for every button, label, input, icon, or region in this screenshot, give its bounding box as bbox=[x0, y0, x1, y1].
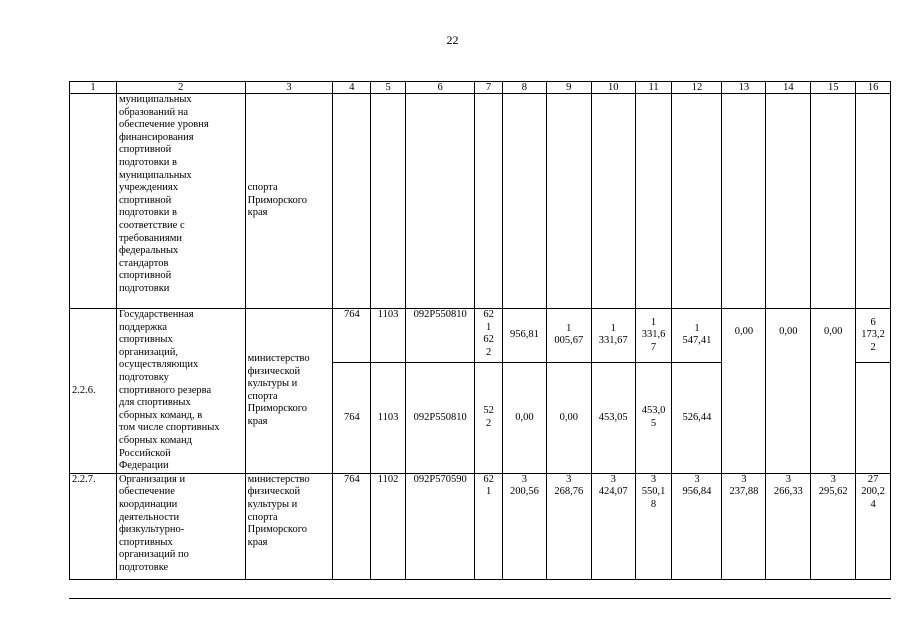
data-cell: 3 237,88 bbox=[722, 473, 766, 579]
data-cell bbox=[635, 94, 672, 309]
data-cell: 453,05 bbox=[591, 362, 635, 473]
data-cell: 3 268,76 bbox=[546, 473, 591, 579]
table-row bbox=[70, 309, 891, 363]
bottom-rule bbox=[69, 598, 891, 599]
data-cell: 1102 bbox=[371, 473, 406, 579]
data-cell: 764 bbox=[333, 309, 371, 363]
data-cell: 1 331,67 bbox=[591, 309, 635, 363]
header-cell: 15 bbox=[811, 82, 856, 94]
header-row bbox=[70, 82, 891, 94]
data-cell bbox=[475, 94, 503, 309]
page-number: 22 bbox=[446, 33, 459, 47]
data-cell bbox=[766, 94, 811, 309]
data-cell: 6 173,2 2 bbox=[856, 309, 891, 363]
executor-cell: спорта Приморского края bbox=[245, 94, 333, 309]
data-cell: 3 266,33 bbox=[766, 473, 811, 579]
data-cell bbox=[502, 94, 546, 309]
row-number-cell bbox=[70, 94, 117, 309]
data-cell bbox=[811, 94, 856, 309]
data-cell: 1 547,41 bbox=[672, 309, 722, 363]
header-cell: 3 bbox=[245, 82, 333, 94]
data-cell: 3 550,1 8 bbox=[635, 473, 672, 579]
data-value: 0,00 bbox=[779, 326, 798, 337]
data-cell: 0,00 bbox=[546, 362, 591, 473]
data-cell: 1103 bbox=[371, 309, 406, 363]
data-cell bbox=[672, 94, 722, 309]
data-cell: 3 956,84 bbox=[672, 473, 722, 579]
data-cell: 092P550810 bbox=[405, 362, 474, 473]
data-cell: 62 1 bbox=[475, 473, 503, 579]
row-number-cell: 2.2.6. bbox=[70, 309, 117, 474]
data-cell bbox=[371, 94, 406, 309]
data-cell bbox=[722, 309, 766, 474]
row-number-cell: 2.2.7. bbox=[70, 473, 117, 579]
data-cell: 27 200,2 4 bbox=[856, 473, 891, 579]
data-cell: 092P550810 bbox=[405, 309, 474, 363]
data-cell: 764 bbox=[333, 362, 371, 473]
data-value: 0,00 bbox=[734, 326, 754, 337]
header-cell: 8 bbox=[502, 82, 546, 94]
header-cell: 13 bbox=[722, 82, 766, 94]
data-cell: 1 005,67 bbox=[546, 309, 591, 363]
header-cell: 5 bbox=[371, 82, 406, 94]
data-cell bbox=[766, 309, 811, 474]
data-cell: 62 1 62 2 bbox=[475, 309, 503, 363]
budget-table bbox=[69, 81, 891, 580]
data-cell bbox=[591, 94, 635, 309]
header-cell: 16 bbox=[856, 82, 891, 94]
table-row bbox=[70, 94, 891, 309]
data-cell: 0,00 bbox=[502, 362, 546, 473]
data-cell bbox=[405, 94, 474, 309]
header-cell: 6 bbox=[405, 82, 474, 94]
data-cell bbox=[546, 94, 591, 309]
measure-name-cell: муниципальных образований на обеспечение уровня финансирования спортивной подготовки в муниципальных учреждениях спортивной подготовки в соответствие с требованиями федеральных стандартов спортивной подготовки bbox=[116, 94, 245, 309]
data-cell: 956,81 bbox=[502, 309, 546, 363]
data-cell: 3 424,07 bbox=[591, 473, 635, 579]
header-cell: 10 bbox=[591, 82, 635, 94]
header-cell: 11 bbox=[635, 82, 672, 94]
measure-name-cell: Организация и обеспечение координации деятельности физкультурно- спортивных организаций по подготовке bbox=[116, 473, 245, 579]
data-cell: 52 2 bbox=[475, 362, 503, 473]
header-cell: 14 bbox=[766, 82, 811, 94]
data-cell: 092P570590 bbox=[405, 473, 474, 579]
data-cell bbox=[722, 94, 766, 309]
data-cell bbox=[856, 362, 891, 473]
header-cell: 12 bbox=[672, 82, 722, 94]
data-cell bbox=[333, 94, 371, 309]
header-cell: 9 bbox=[546, 82, 591, 94]
header-cell: 1 bbox=[70, 82, 117, 94]
data-cell: 3 200,56 bbox=[502, 473, 546, 579]
executor-cell: министерство физической культуры и спорта Приморского края bbox=[245, 473, 333, 579]
header-cell: 7 bbox=[475, 82, 503, 94]
data-cell bbox=[811, 309, 856, 474]
executor-cell: министерство физической культуры и спорта Приморского края bbox=[245, 309, 333, 474]
table-row bbox=[70, 473, 891, 579]
data-value: 0,00 bbox=[824, 326, 843, 337]
data-cell: 1103 bbox=[371, 362, 406, 473]
data-cell: 764 bbox=[333, 473, 371, 579]
data-cell: 3 295,62 bbox=[811, 473, 856, 579]
measure-name-cell: Государственная поддержка спортивных организаций, осуществляющих подготовку спортивного резерва для спортивных сборных команд, в том числе спортивных сборных команд Российской Федерации bbox=[116, 309, 245, 474]
data-cell bbox=[856, 94, 891, 309]
data-cell: 1 331,6 7 bbox=[635, 309, 672, 363]
data-cell: 526,44 bbox=[672, 362, 722, 473]
header-cell: 2 bbox=[116, 82, 245, 94]
data-cell: 453,0 5 bbox=[635, 362, 672, 473]
header-cell: 4 bbox=[333, 82, 371, 94]
